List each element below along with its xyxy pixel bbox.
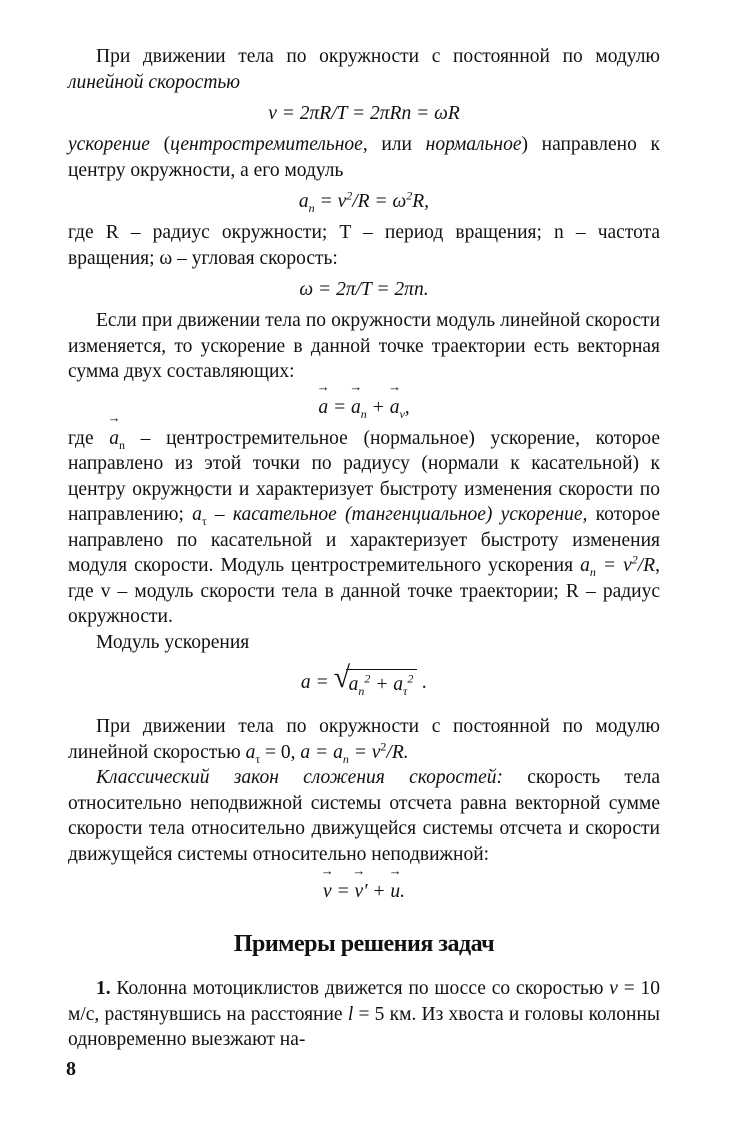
paragraph-7: При движении тела по окружности с постоянной по модулю линейной скоростью $a_\tau = 0$, $a = a_n = v^2/R$. — [68, 716, 660, 766]
paragraph-8: Классический закон сложения скоростей: скорость тела относительно неподвижной системы отсчета равна векторной сумме скорости тела относительно движущейся системы отсчета и скорости движущейся системы относительно неподвижной: — [68, 767, 660, 865]
problem-1: 1. Колонна мотоциклистов движется по шоссе со скоростью v = 10 м/с, растянувшись на расстояние l = 5 км. Из хвоста и головы колонны одновременно выезжают на- — [68, 978, 661, 1050]
paragraph-4: Если при движении тела по окружности модуль линейной скорости изменяется, то ускорение в данной точке траектории есть векторная сумма двух составляющих: — [68, 310, 660, 382]
paragraph-2: ускорение (центростремительное, или нормальное) направлено к центру окружности, а его модуль — [68, 134, 660, 181]
paragraph-6: Модуль ускорения — [96, 631, 250, 653]
paragraph-5: где → $a_n$ – центростремительное (нормальное) ускорение, которое направлено из этой точки по радиусу (нормали к касательной) к центру окружности и характеризует быстроту изменения скорости по направлению; → $a_\tau$ – касательное (тангенциальное) ускорение, которое направлено по касательной и характеризует быстроту изменения модуля скорости. Модуль центростремительного ускорения $a_n = v^2/R$, где v – модуль скорости тела в данной точке траектории; R – радиус окружности. — [68, 426, 660, 630]
formula-velocity-addition: → v = → v′ + → u. — [68, 879, 660, 905]
formula-centripetal: $a_n = v^2/R = \omega^2R$, — [298, 188, 430, 215]
formula-vector-sum: → a = → $a_n$ + → $a_v$, — [68, 395, 660, 421]
page-number: 8 — [66, 1058, 76, 1080]
formula-acceleration-modulus: a = √ $a_n^2 + a_\tau^2$ . — [300, 661, 428, 698]
page-content — [68, 44, 660, 1053]
formula-linear-speed: v = 2πR/T = 2πRn = ωR — [268, 103, 460, 124]
paragraph-3: где R – радиус окружности; T – период вращения; n – частота вращения; ω – угловая скорость: — [68, 222, 660, 269]
section-heading: Примеры решения задач — [233, 931, 495, 957]
formula-angular-speed: ω = 2π/T = 2πn. — [299, 279, 429, 300]
paragraph-1: При движении тела по окружности с постоянной по модулю линейной скоростью — [68, 46, 660, 93]
